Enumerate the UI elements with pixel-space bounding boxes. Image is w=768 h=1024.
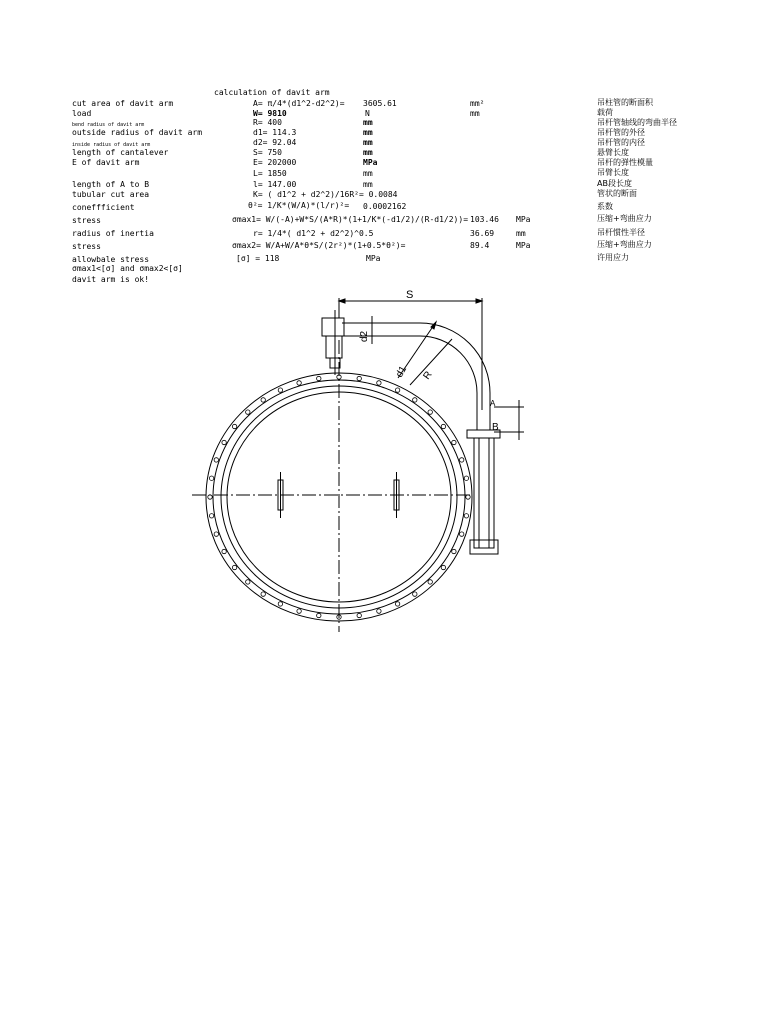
- row-formula: r= 1/4*( d1^2 + d2^2)^0.5: [253, 229, 374, 238]
- bolt-hole: [209, 476, 213, 480]
- davit-arm-inner: [342, 336, 477, 430]
- bolt-hole: [246, 580, 250, 584]
- row-note: AB段长度: [597, 179, 632, 188]
- bolt-hole: [297, 381, 301, 385]
- bolt-hole: [441, 424, 445, 428]
- bolt-hole: [297, 609, 301, 613]
- row-value: MPa: [366, 254, 381, 263]
- bolt-hole: [464, 514, 468, 518]
- conclusion: davit arm is ok!: [72, 275, 150, 284]
- row-value: 89.4: [470, 241, 490, 250]
- row-value: mm: [363, 169, 373, 178]
- row-note: 系数: [597, 202, 613, 211]
- bolt-hole: [232, 424, 236, 428]
- bolt-hole: [395, 602, 399, 606]
- row-label: stress: [72, 242, 101, 251]
- bolt-hole: [460, 458, 464, 462]
- row-unit: mm: [470, 109, 480, 118]
- bolt-hole: [395, 388, 399, 392]
- row-note: 吊臂长度: [597, 168, 629, 177]
- davit-arm-outer: [342, 323, 490, 430]
- outer-flange-inner-ring: [213, 380, 465, 614]
- bolt-hole: [222, 440, 226, 444]
- bolt-hole: [208, 495, 212, 499]
- row-label: length of A to B: [72, 180, 150, 189]
- row-formula: A= π/4*(d1^2-d2^2)=: [253, 99, 345, 108]
- row-value: mm: [363, 138, 373, 147]
- bolt-hole: [441, 565, 445, 569]
- row-formula: [σ] = 118: [236, 254, 280, 263]
- row-value: 103.46: [470, 215, 499, 224]
- row-formula: d2= 92.04: [253, 138, 297, 147]
- row-formula: d1= 114.3: [253, 128, 297, 137]
- bolt-hole: [452, 549, 456, 553]
- bolt-hole: [261, 398, 265, 402]
- row-value: mm: [363, 180, 373, 189]
- row-unit: mm²: [470, 99, 485, 108]
- bolt-hole: [377, 381, 381, 385]
- row-formula: l= 147.00: [253, 180, 297, 189]
- bolt-hole: [413, 592, 417, 596]
- row-note: 吊杆管的内径: [597, 138, 645, 147]
- row-label: length of cantalever: [72, 148, 169, 157]
- row-value: 36.69: [470, 229, 495, 238]
- davit-column-sleeve: [467, 430, 500, 438]
- bolt-hole: [413, 398, 417, 402]
- row-formula: K= ( d1^2 + d2^2)/16R²= 0.0084: [253, 190, 398, 199]
- row-note: 压缩+弯曲应力: [597, 214, 652, 223]
- row-formula: θ²= 1/K*(W/A)*(l/r)²=: [248, 201, 350, 210]
- row-value: mm: [363, 148, 373, 157]
- row-label: cut area of davit arm: [72, 99, 174, 108]
- bolt-hole: [246, 410, 250, 414]
- bolt-hole: [337, 615, 341, 619]
- row-formula: σmax1= W/(-A)+W*S/(A*R)*(1+1/K*(-d1/2)/(R-d1/2))=: [232, 215, 469, 224]
- bolt-hole: [428, 410, 432, 414]
- row-note: 吊杆管的外径: [597, 128, 645, 137]
- check-line: σmax1<[σ] and σmax2<[σ]: [72, 264, 183, 273]
- bolt-hole: [357, 376, 361, 380]
- row-formula: E= 202000: [253, 158, 297, 167]
- dim-label-d2: d2: [359, 330, 370, 342]
- bolt-hole: [428, 580, 432, 584]
- point-label-a: A: [490, 399, 496, 408]
- row-label: stress: [72, 216, 101, 225]
- row-value: MPa: [363, 158, 378, 167]
- row-label: E of davit arm: [72, 158, 140, 167]
- row-formula: S= 750: [253, 148, 282, 157]
- row-value: 0.0002162: [363, 202, 407, 211]
- row-label: tubular cut area: [72, 190, 150, 199]
- bolt-hole: [317, 376, 321, 380]
- dim-label-r: R: [421, 369, 435, 382]
- row-note: 管状的断面: [597, 189, 637, 198]
- bolt-hole: [222, 549, 226, 553]
- bolt-hole: [357, 613, 361, 617]
- row-value: N: [365, 109, 370, 118]
- row-note: 吊杆的弹性模量: [597, 158, 653, 167]
- row-label: coneffficient: [72, 203, 135, 212]
- bolt-hole: [452, 440, 456, 444]
- bolt-hole: [337, 375, 341, 379]
- row-formula: R= 400: [253, 118, 282, 127]
- row-label: bend radius of davit arm: [72, 122, 145, 128]
- bolt-hole: [464, 476, 468, 480]
- row-label: inside radius of davit arm: [72, 142, 151, 148]
- shell-outer-circle: [221, 386, 457, 608]
- row-unit: mm: [516, 229, 526, 238]
- row-note: 吊杆惯性半径: [597, 228, 645, 237]
- bolt-hole: [278, 602, 282, 606]
- row-value: 3605.61: [363, 99, 397, 108]
- row-label: radius of inertia: [72, 229, 154, 238]
- shell-inner-circle: [227, 392, 451, 602]
- row-value: mm: [363, 118, 373, 127]
- bolt-hole: [232, 565, 236, 569]
- bolt-hole: [261, 592, 265, 596]
- dim-label-d1: d1: [394, 364, 410, 380]
- bolt-hole: [209, 514, 213, 518]
- row-note: 许用应力: [597, 253, 629, 262]
- bolt-hole: [460, 532, 464, 536]
- row-note: 载荷: [597, 108, 613, 117]
- row-note: 压缩+弯曲应力: [597, 240, 652, 249]
- row-formula: σmax2= W/A+W/A*θ*S/(2r²)*(1+0.5*θ²)=: [232, 241, 406, 250]
- row-unit: MPa: [516, 241, 531, 250]
- bolt-hole: [466, 495, 470, 499]
- sheet-title: calculation of davit arm: [214, 88, 330, 97]
- bolt-hole: [214, 532, 218, 536]
- row-formula: L= 1850: [253, 169, 287, 178]
- dim-label-s: S: [406, 289, 414, 301]
- row-value: mm: [363, 128, 373, 137]
- row-label: outside radius of davit arm: [72, 128, 203, 137]
- row-note: 吊杆管轴线的弯曲半径: [597, 118, 677, 127]
- row-label: allowbale stress: [72, 255, 150, 264]
- row-label: load: [72, 109, 92, 118]
- row-note: 吊柱管的断面积: [597, 98, 653, 107]
- row-formula: W= 9810: [253, 109, 287, 118]
- bolt-hole: [214, 458, 218, 462]
- bolt-hole: [317, 613, 321, 617]
- davit-column: [474, 438, 494, 548]
- row-unit: MPa: [516, 215, 531, 224]
- point-label-b: B: [492, 422, 499, 433]
- bolt-hole: [377, 609, 381, 613]
- outer-flange-circle: [206, 373, 472, 621]
- bolt-hole: [278, 388, 282, 392]
- row-note: 悬臂长度: [597, 148, 629, 157]
